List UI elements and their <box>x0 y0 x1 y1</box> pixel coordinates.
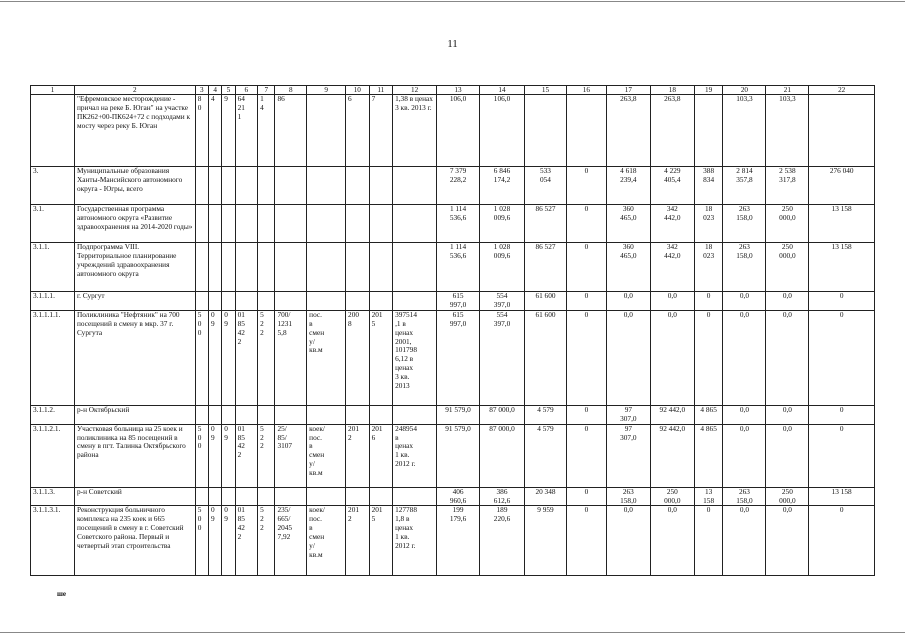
column-header: 12 <box>393 86 437 95</box>
table-cell: 13 158 <box>809 487 875 506</box>
table-cell: 189 220,6 <box>480 506 525 576</box>
table-cell: 248954 в ценах 1 кв. 2012 г. <box>393 424 437 487</box>
row-code-cell: 3.1.1.3.1. <box>31 506 75 576</box>
table-cell: 6 846 174,2 <box>480 167 525 205</box>
table-row <box>31 292 875 311</box>
table-cell: 0,0 <box>606 506 650 576</box>
table-cell: 103,3 <box>723 95 766 167</box>
column-header: 22 <box>809 86 875 95</box>
table-cell: 0 <box>566 487 606 506</box>
row-name-cell: Поликлиника "Нефтяник" на 700 посещений в смену в мкр. 37 г. Сургута <box>74 310 195 405</box>
table-cell: 6 <box>346 95 370 167</box>
table-cell: коек/ пос. в смен у/ кв.м <box>307 424 346 487</box>
table-cell <box>369 405 393 424</box>
table-cell <box>393 243 437 292</box>
table-cell: 201 5 <box>369 310 393 405</box>
table-cell: 406 960,6 <box>437 487 480 506</box>
table-cell: 61 600 <box>525 292 567 311</box>
table-cell <box>195 487 208 506</box>
row-code-cell: 3.1.1.2. <box>31 405 75 424</box>
table-row <box>31 487 875 506</box>
table-cell <box>346 292 370 311</box>
table-cell: 4 579 <box>525 405 567 424</box>
table-cell: 13 158 <box>694 487 723 506</box>
table-cell: 0,0 <box>766 424 809 487</box>
column-header: 13 <box>437 86 480 95</box>
table-cell: 0 <box>566 243 606 292</box>
table-cell <box>809 95 875 167</box>
column-header: 7 <box>258 86 275 95</box>
table-cell <box>525 95 567 167</box>
table-cell <box>694 95 723 167</box>
table-cell: 4 <box>208 95 221 167</box>
table-cell: 13 158 <box>809 243 875 292</box>
column-header: 17 <box>606 86 650 95</box>
table-cell <box>258 167 275 205</box>
table-cell: 0 <box>566 292 606 311</box>
table-cell: 615 997,0 <box>437 310 480 405</box>
table-cell: 0 <box>694 310 723 405</box>
table-cell <box>369 292 393 311</box>
table-cell: 250 000,0 <box>650 487 694 506</box>
table-cell: 0,0 <box>766 506 809 576</box>
table-cell: 91 579,0 <box>437 405 480 424</box>
table-cell <box>258 405 275 424</box>
table-cell <box>393 205 437 243</box>
table-cell: 201 2 <box>346 424 370 487</box>
table-cell: 97 307,0 <box>606 424 650 487</box>
row-code-cell: 3.1.1.2.1. <box>31 424 75 487</box>
table-cell: 0 9 <box>222 506 235 576</box>
table-cell: 263,8 <box>650 95 694 167</box>
table-cell: 01 85 42 2 <box>235 310 258 405</box>
table-cell <box>258 487 275 506</box>
table-cell: 5 0 0 <box>195 310 208 405</box>
table-cell <box>275 167 307 205</box>
column-header: 21 <box>766 86 809 95</box>
table-cell <box>235 292 258 311</box>
table-cell: 0 9 <box>222 310 235 405</box>
table-cell: 9 <box>222 95 235 167</box>
table-cell: 87 000,0 <box>480 424 525 487</box>
table-cell: 5 2 2 <box>258 506 275 576</box>
table-cell: 5 0 0 <box>195 424 208 487</box>
table-cell: 0 <box>566 205 606 243</box>
table-cell: 250 000,0 <box>766 205 809 243</box>
table-cell: 5 0 0 <box>195 506 208 576</box>
table-cell: 0 <box>809 292 875 311</box>
table-cell: 5 2 2 <box>258 424 275 487</box>
table-cell: 86 <box>275 95 307 167</box>
row-name-cell: р-н Советский <box>74 487 195 506</box>
table-cell: 342 442,0 <box>650 243 694 292</box>
column-header: 10 <box>346 86 370 95</box>
table-cell <box>369 243 393 292</box>
table-cell <box>307 292 346 311</box>
table-cell <box>208 405 221 424</box>
table-cell: 87 000,0 <box>480 405 525 424</box>
table-cell <box>235 243 258 292</box>
table-row <box>31 405 875 424</box>
table-cell <box>393 405 437 424</box>
row-name-cell: р-н Октябрьский <box>74 405 195 424</box>
table-cell: 0 <box>694 292 723 311</box>
table-cell <box>208 292 221 311</box>
table-cell <box>235 205 258 243</box>
column-header: 18 <box>650 86 694 95</box>
table-cell <box>369 487 393 506</box>
table-cell: 200 8 <box>346 310 370 405</box>
table-cell: 5 2 2 <box>258 310 275 405</box>
table-cell: 0 9 <box>208 424 221 487</box>
table-cell: 0,0 <box>766 310 809 405</box>
table-cell: 0,0 <box>650 310 694 405</box>
table-cell <box>369 167 393 205</box>
scan-edge-top <box>0 1 905 2</box>
row-name-cell: "Ефремовское месторождение - причал на реке Б. Юган" на участке ПК262+00-ПК624+72 с подходами к мосту через реку Б. Юган <box>74 95 195 167</box>
table-cell <box>275 205 307 243</box>
table-cell <box>307 167 346 205</box>
table-cell: 263 158,0 <box>723 205 766 243</box>
footer-mark: ше <box>57 590 67 598</box>
table-cell <box>307 487 346 506</box>
table-cell: 276 040 <box>809 167 875 205</box>
table-cell: 0 <box>566 310 606 405</box>
column-header: 3 <box>195 86 208 95</box>
table-cell <box>369 205 393 243</box>
table-cell: 2 538 317,8 <box>766 167 809 205</box>
table-cell: 64 21 1 <box>235 95 258 167</box>
table-cell <box>258 292 275 311</box>
table-cell <box>208 167 221 205</box>
table-cell: 0 <box>809 310 875 405</box>
table-cell: 0,0 <box>723 310 766 405</box>
table-cell <box>566 95 606 167</box>
table-cell: 13 158 <box>809 205 875 243</box>
table-cell <box>208 487 221 506</box>
table-cell: 397514 ,1 в ценах 2001, 101798 6,12 в ценах 3 кв. 2013 <box>393 310 437 405</box>
column-header: 14 <box>480 86 525 95</box>
table-cell: 1 4 <box>258 95 275 167</box>
table-cell <box>195 405 208 424</box>
table-cell: 0 <box>809 506 875 576</box>
table-cell: 4 229 405,4 <box>650 167 694 205</box>
scan-edge-bottom <box>0 632 905 633</box>
row-name-cell: Участковая больница на 25 коек и поликлиника на 85 посещений в смену в пгт. Талинка Октябрьского района <box>74 424 195 487</box>
row-code-cell: 3.1.1.1. <box>31 292 75 311</box>
table-cell: 92 442,0 <box>650 424 694 487</box>
table-cell: 0,0 <box>723 292 766 311</box>
table-cell: 25/ 85/ 3107 <box>275 424 307 487</box>
table-cell: 86 527 <box>525 243 567 292</box>
table-cell: 201 2 <box>346 506 370 576</box>
table-cell: 263 158,0 <box>606 487 650 506</box>
table-cell: 0,0 <box>766 405 809 424</box>
table-cell: 199 179,6 <box>437 506 480 576</box>
table-cell <box>208 243 221 292</box>
column-header: 2 <box>74 86 195 95</box>
table-cell: 2 814 357,8 <box>723 167 766 205</box>
row-code-cell: 3.1. <box>31 205 75 243</box>
column-header: 15 <box>525 86 567 95</box>
table-cell <box>222 405 235 424</box>
table-cell: 61 600 <box>525 310 567 405</box>
table-cell: коек/ пос. в смен у/ кв.м <box>307 506 346 576</box>
column-header: 1 <box>31 86 75 95</box>
table-cell <box>393 292 437 311</box>
table-cell: 0,0 <box>606 310 650 405</box>
table-cell <box>346 243 370 292</box>
table-cell <box>307 205 346 243</box>
table-cell: 235/ 665/ 2045 7,92 <box>275 506 307 576</box>
table-cell: 201 6 <box>369 424 393 487</box>
table-cell <box>275 292 307 311</box>
table-cell: 106,0 <box>437 95 480 167</box>
table-cell <box>258 243 275 292</box>
table-cell: 0 <box>809 424 875 487</box>
table-cell <box>307 243 346 292</box>
table-row <box>31 424 875 487</box>
table-cell: 0,0 <box>723 424 766 487</box>
row-code-cell: 3.1.1.3. <box>31 487 75 506</box>
data-table <box>30 85 875 576</box>
table-cell <box>346 167 370 205</box>
table-cell: 360 465,0 <box>606 205 650 243</box>
table-cell: 01 85 42 2 <box>235 506 258 576</box>
table-cell: 263 158,0 <box>723 243 766 292</box>
row-code-cell: 3.1.1.1.1. <box>31 310 75 405</box>
table-row <box>31 310 875 405</box>
column-header: 19 <box>694 86 723 95</box>
table-cell: 18 023 <box>694 205 723 243</box>
table-cell <box>222 205 235 243</box>
table-cell: 127788 1,8 в ценах 1 кв. 2012 г. <box>393 506 437 576</box>
row-name-cell: Подпрограмма VIII. Территориальное планирование учреждений здравоохранения автономного округа <box>74 243 195 292</box>
table-cell: 263 158,0 <box>723 487 766 506</box>
table-cell: 0,0 <box>723 506 766 576</box>
table-cell: 7 379 228,2 <box>437 167 480 205</box>
column-header: 5 <box>222 86 235 95</box>
table-cell <box>195 167 208 205</box>
table-cell <box>393 487 437 506</box>
table-cell: 4 865 <box>694 424 723 487</box>
table-cell: 0 <box>566 506 606 576</box>
table-cell <box>346 205 370 243</box>
table-cell: 0 9 <box>208 506 221 576</box>
column-header: 20 <box>723 86 766 95</box>
table-cell <box>235 487 258 506</box>
table-cell: 0,0 <box>723 405 766 424</box>
table-body <box>31 95 875 576</box>
table-cell <box>307 95 346 167</box>
table-cell: 554 397,0 <box>480 310 525 405</box>
table-cell: 18 023 <box>694 243 723 292</box>
table-cell: 386 612,6 <box>480 487 525 506</box>
table-row <box>31 205 875 243</box>
table-cell: 250 000,0 <box>766 487 809 506</box>
table-cell <box>195 205 208 243</box>
table-cell <box>208 205 221 243</box>
table-cell <box>235 405 258 424</box>
table-cell <box>258 205 275 243</box>
row-name-cell: Муниципальные образования Ханты-Мансийского автономного округа - Югры, всего <box>74 167 195 205</box>
table-cell: 533 054 <box>525 167 567 205</box>
table-cell: 1 028 009,6 <box>480 205 525 243</box>
table-cell: 250 000,0 <box>766 243 809 292</box>
table-cell: 1 028 009,6 <box>480 243 525 292</box>
table-cell: 360 465,0 <box>606 243 650 292</box>
row-name-cell: Государственная программа автономного округа «Развитие здравоохранения на 2014-2020 годы» <box>74 205 195 243</box>
column-header: 4 <box>208 86 221 95</box>
row-code-cell: 3.1.1. <box>31 243 75 292</box>
table-cell: пос. в смен у/ кв.м <box>307 310 346 405</box>
column-header: 11 <box>369 86 393 95</box>
table-cell: 1 114 536,6 <box>437 243 480 292</box>
table-cell: 0 <box>566 405 606 424</box>
table-cell: 0 <box>566 167 606 205</box>
table-cell: 1,38 в ценах 3 кв. 2013 г. <box>393 95 437 167</box>
table-cell <box>393 167 437 205</box>
table-cell <box>222 167 235 205</box>
table-cell: 388 834 <box>694 167 723 205</box>
table-cell: 0,0 <box>606 292 650 311</box>
table-cell: 7 <box>369 95 393 167</box>
table-row <box>31 95 875 167</box>
table-cell: 263,8 <box>606 95 650 167</box>
table-cell: 201 5 <box>369 506 393 576</box>
table-row <box>31 167 875 205</box>
table-cell: 4 579 <box>525 424 567 487</box>
table-cell: 0 <box>694 506 723 576</box>
table-cell: 97 307,0 <box>606 405 650 424</box>
column-header: 9 <box>307 86 346 95</box>
column-header: 16 <box>566 86 606 95</box>
table-cell <box>275 487 307 506</box>
table-cell: 0,0 <box>766 292 809 311</box>
table-cell <box>222 243 235 292</box>
table-cell: 92 442,0 <box>650 405 694 424</box>
table-cell <box>346 405 370 424</box>
table-cell: 342 442,0 <box>650 205 694 243</box>
table-cell: 106,0 <box>480 95 525 167</box>
table-cell <box>195 292 208 311</box>
row-name-cell: г. Сургут <box>74 292 195 311</box>
table-cell <box>235 167 258 205</box>
table-cell: 700/ 1231 5,8 <box>275 310 307 405</box>
table-cell: 0,0 <box>650 506 694 576</box>
column-header: 6 <box>235 86 258 95</box>
table-cell: 01 85 42 2 <box>235 424 258 487</box>
table-cell: 86 527 <box>525 205 567 243</box>
table-row <box>31 243 875 292</box>
table-cell: 8 0 <box>195 95 208 167</box>
table-cell: 615 997,0 <box>437 292 480 311</box>
page-number: 11 <box>447 38 458 50</box>
table-cell: 103,3 <box>766 95 809 167</box>
table-cell <box>275 405 307 424</box>
row-name-cell: Реконструкция больничного комплекса на 235 коек и 665 посещений в смену в г. Советский Советского района. Первый и четвертый этап строительства <box>74 506 195 576</box>
table-row <box>31 506 875 576</box>
table-cell: 0,0 <box>650 292 694 311</box>
table-cell <box>222 292 235 311</box>
table-cell: 554 397,0 <box>480 292 525 311</box>
table-cell <box>275 243 307 292</box>
table-cell <box>195 243 208 292</box>
table-cell: 20 348 <box>525 487 567 506</box>
table-cell: 0 9 <box>222 424 235 487</box>
table-cell: 4 865 <box>694 405 723 424</box>
table-cell: 1 114 536,6 <box>437 205 480 243</box>
table-cell: 0 <box>566 424 606 487</box>
column-header: 8 <box>275 86 307 95</box>
table-cell: 0 <box>809 405 875 424</box>
table-cell: 91 579,0 <box>437 424 480 487</box>
row-code-cell: 3. <box>31 167 75 205</box>
table-cell <box>222 487 235 506</box>
table-cell: 9 959 <box>525 506 567 576</box>
header-row <box>31 86 875 95</box>
table-cell <box>346 487 370 506</box>
table-cell: 0 9 <box>208 310 221 405</box>
row-code-cell <box>31 95 75 167</box>
table-cell: 4 618 239,4 <box>606 167 650 205</box>
table-cell <box>307 405 346 424</box>
